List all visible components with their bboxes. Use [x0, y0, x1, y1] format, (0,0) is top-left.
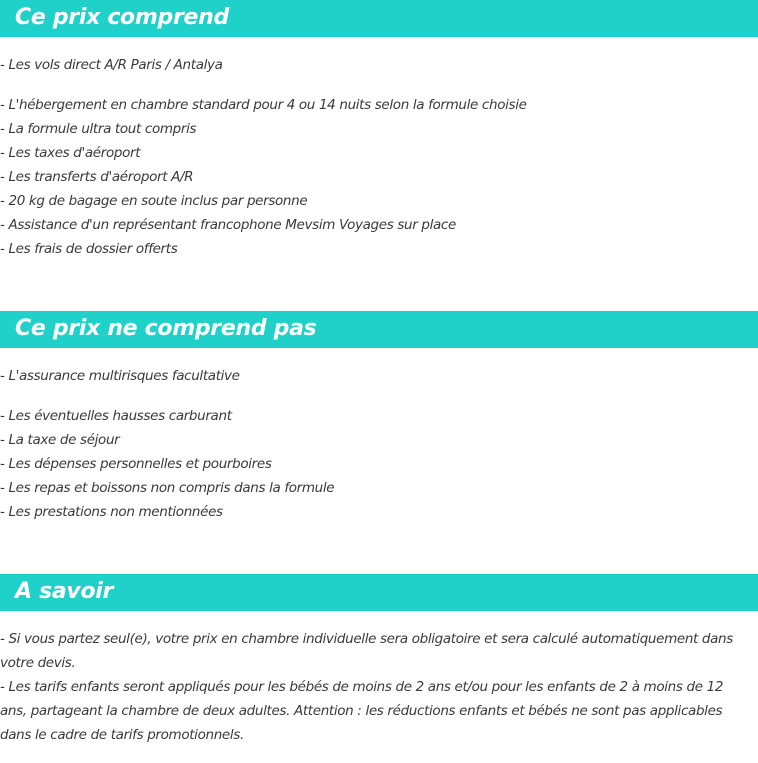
- includes-item: - La formule ultra tout compris: [0, 121, 197, 137]
- includes-item: - Les transferts d'aéroport A/R: [0, 169, 194, 185]
- section-title-info: A savoir: [15, 579, 114, 604]
- section-header-includes: [0, 0, 758, 37]
- section-header-excludes: [0, 311, 758, 348]
- includes-item: - Assistance d'un représentant francophone Mevsim Voyages sur place: [0, 217, 456, 233]
- section-header-info: [0, 574, 758, 611]
- includes-item: - L'hébergement en chambre standard pour 4 ou 14 nuits selon la formule choisie: [0, 97, 527, 113]
- info-paragraph-children: - Les tarifs enfants seront appliqués pour les bébés de moins de 2 ans et/ou pour les enfants de 2 à moins de 12 ans, partageant la chambre de deux adultes. Attention : les réductions enfants et bébés ne sont pas applicables dans le cadre de tarifs promotionnels.: [0, 679, 724, 743]
- info-paragraph-single: - Si vous partez seul(e), votre prix en chambre individuelle sera obligatoire et sera calculé automatiquement dans votre devis.: [0, 631, 733, 671]
- section-title-includes: Ce prix comprend: [15, 5, 229, 30]
- excludes-item: - Les prestations non mentionnées: [0, 504, 223, 520]
- includes-item-flights: - Les vols direct A/R Paris / Antalya: [0, 57, 223, 73]
- section-title-excludes: Ce prix ne comprend pas: [15, 316, 317, 341]
- excludes-item: - Les dépenses personnelles et pourboires: [0, 456, 272, 472]
- excludes-item: - La taxe de séjour: [0, 432, 120, 448]
- excludes-item-insurance: - L'assurance multirisques facultative: [0, 368, 240, 384]
- excludes-item: - Les éventuelles hausses carburant: [0, 408, 232, 424]
- excludes-item: - Les repas et boissons non compris dans la formule: [0, 480, 335, 496]
- includes-item: - Les frais de dossier offerts: [0, 241, 178, 257]
- includes-item: - Les taxes d'aéroport: [0, 145, 141, 161]
- includes-item: - 20 kg de bagage en soute inclus par personne: [0, 193, 308, 209]
